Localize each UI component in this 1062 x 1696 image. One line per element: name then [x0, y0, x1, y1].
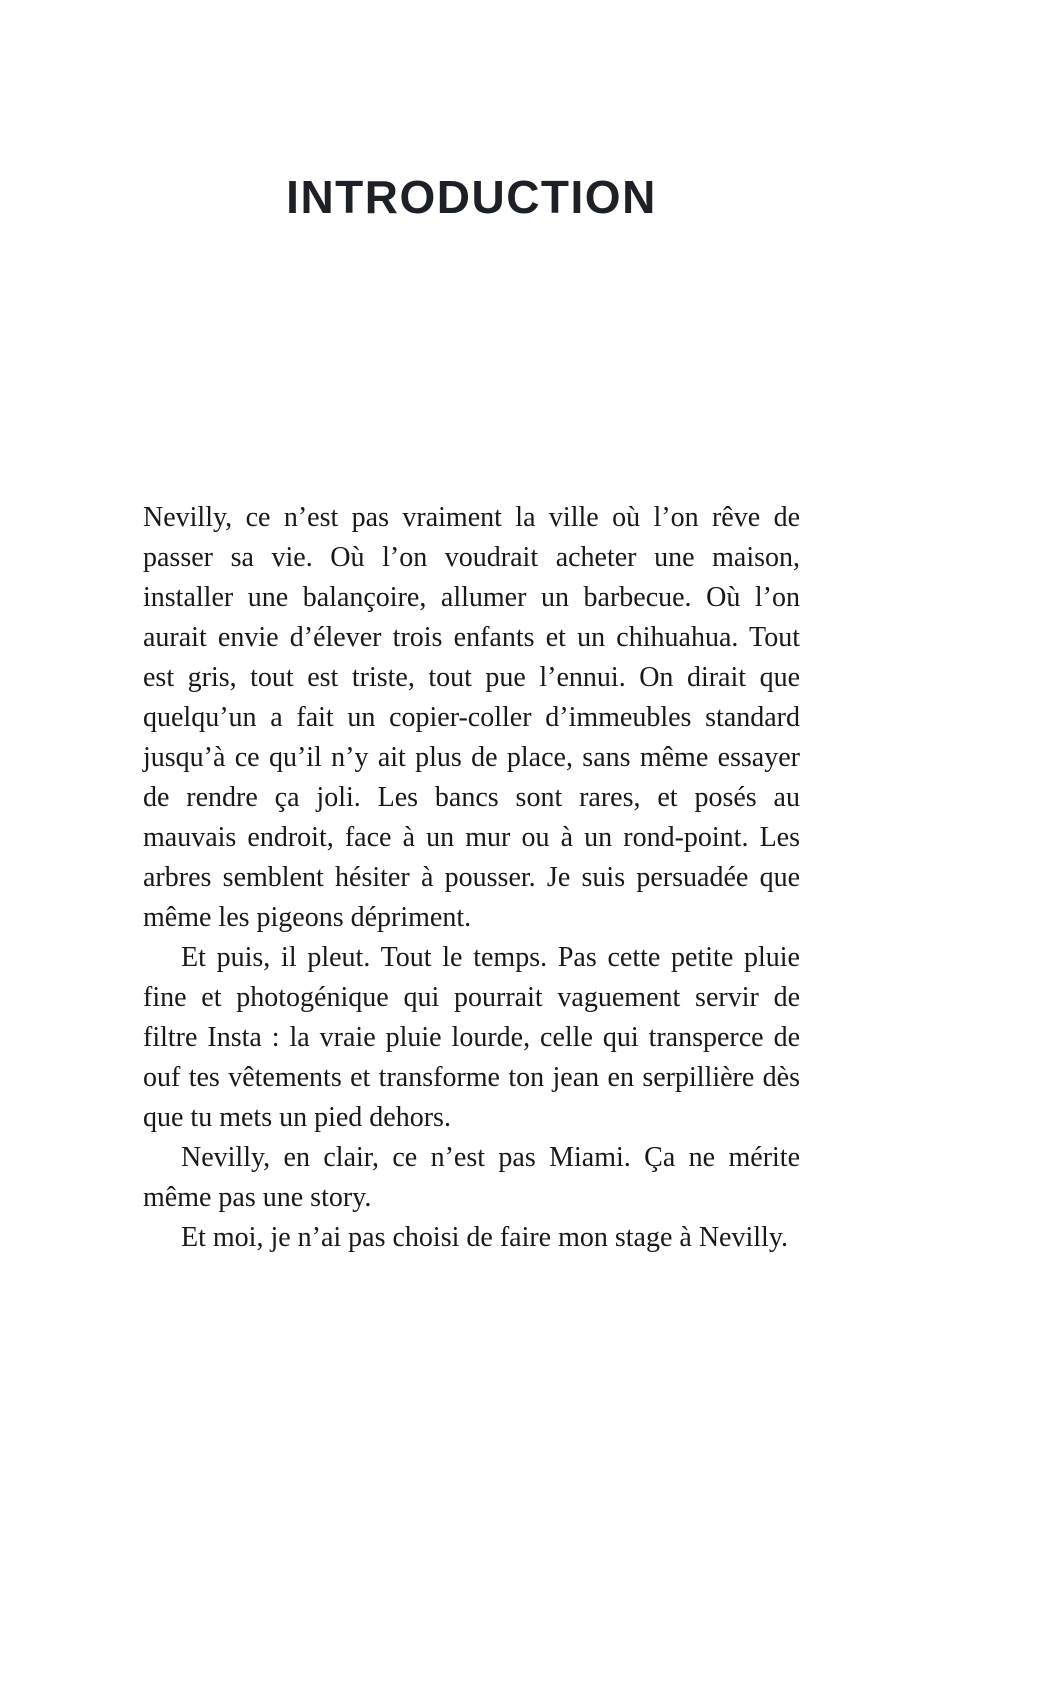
paragraph: Et moi, je n’ai pas choisi de faire mon stage à Nevilly.	[181, 1222, 789, 1253]
body-text	[143, 498, 800, 1258]
paragraph: Nevilly, en clair, ce n’est pas Miami. Ça ne mérite même pas une story.	[143, 1142, 800, 1213]
chapter-title: INTRODUCTION	[286, 171, 657, 223]
paragraph: Nevilly, ce n’est pas vraiment la ville où l’on rêve de passer sa vie. Où l’on voudrait acheter une maison, installer une balançoire, allumer un barbecue. Où l’on aurait envie d’élever trois enfants et un chihuahua. Tout est gris, tout est triste, tout pue l’ennui. On dirait que quelqu’un a fait un copier-coller d’immeubles standard jusqu’à ce qu’il n’y ait plus de place, sans même essayer de rendre ça joli. Les bancs sont rares, et posés au mauvais endroit, face à un mur ou à un rond-point. Les arbres semblent hésiter à pousser. Je suis persuadée que même les pigeons dépriment.	[143, 502, 800, 933]
paragraph: Et puis, il pleut. Tout le temps. Pas cette petite pluie fine et photogénique qui pourrait vaguement servir de filtre Insta : la vraie pluie lourde, celle qui transperce de ouf tes vêtements et transforme ton jean en serpillière dès que tu mets un pied dehors.	[143, 942, 800, 1133]
